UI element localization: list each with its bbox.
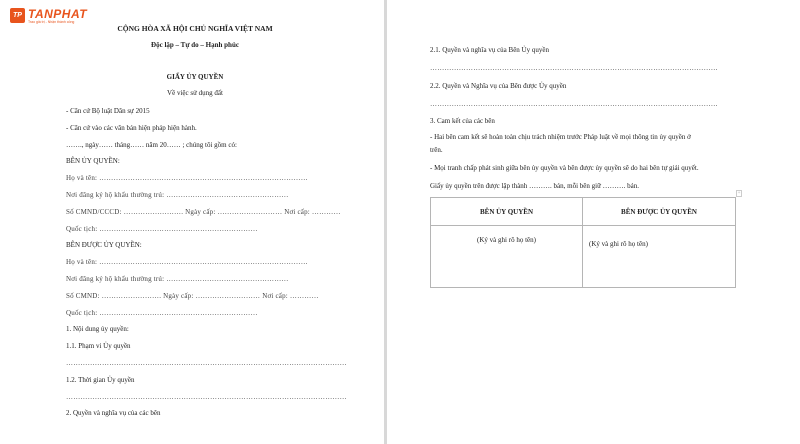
section-2-2-dots: …………………………………………………………………………………………………………	[430, 100, 718, 108]
agent-address-field: Nơi đăng ký hộ khẩu thường trú: ……………………………………………	[66, 275, 289, 283]
document-title: GIẤY ỦY QUYỀN	[166, 73, 224, 81]
sign-left-heading: BÊN ỦY QUYỀN	[431, 198, 583, 226]
date-line: ……., ngày…… tháng…… năm 20…… ; chúng tôi gồm có:	[66, 141, 237, 149]
legal-basis-1: - Căn cứ Bộ luật Dân sự 2015	[66, 107, 150, 115]
section-1-1-heading: 1.1. Phạm vi Ủy quyền	[66, 342, 131, 350]
commitment-1-line-2: trên.	[430, 146, 443, 154]
document-subtitle: Về việc sử dụng đất	[167, 89, 223, 97]
section-1-2-dots: ………………………………………………………………………………………………………	[66, 393, 347, 401]
logo-mark-icon: TP	[10, 8, 25, 23]
agent-nationality-field: Quốc tịch: …………………………………………………………	[66, 309, 258, 317]
logo-name: TANPHAT	[28, 7, 88, 21]
section-2-2-heading: 2.2. Quyền và Nghĩa vụ của Bên được Ủy quyền	[430, 82, 567, 90]
copies-line: Giấy ủy quyền trên được lập thành ………. bản, mỗi bên giữ ………. bản.	[430, 182, 640, 190]
country-name: CỘNG HÒA XÃ HỘI CHỦ NGHĨA VIỆT NAM	[117, 24, 273, 33]
section-3-heading: 3. Cam kết của các bên	[430, 117, 495, 125]
agent-name-field: Họ và tên: ……………………………………………………………………………	[66, 258, 308, 266]
principal-name-field: Họ và tên: ……………………………………………………………………………	[66, 174, 308, 182]
table-anchor-icon: +	[737, 191, 741, 196]
signature-table	[430, 197, 736, 288]
sign-left-note: (Ký và ghi rõ họ tên)	[431, 226, 583, 288]
sign-right-note: (Ký và ghi rõ họ tên)	[583, 226, 736, 288]
document-page-left	[0, 0, 384, 444]
section-2-1-heading: 2.1. Quyền và nghĩa vụ của Bên Ủy quyền	[430, 46, 549, 54]
principal-id-field: Số CMND/CCCD: ……………………. Ngày cấp: ……………………… Nơi cấp: …………	[66, 208, 341, 216]
commitment-1-line-1: - Hai bên cam kết sẽ hoàn toàn chịu trách nhiệm trước Pháp luật về mọi thông tin ủy quyền ở	[430, 133, 691, 141]
section-1-1-dots: ………………………………………………………………………………………………………	[66, 359, 347, 367]
principal-heading: BÊN ỦY QUYỀN:	[66, 157, 120, 165]
agent-id-field: Số CMND: ……………………. Ngày cấp: ……………………… Nơi cấp: …………	[66, 292, 319, 300]
legal-basis-2: - Căn cứ vào các văn bản hiện pháp hiện hành.	[66, 124, 197, 132]
principal-address-field: Nơi đăng ký hộ khẩu thường trú: ……………………………………………	[66, 191, 289, 199]
national-motto: Độc lập – Tự do – Hạnh phúc	[151, 41, 239, 49]
section-2-heading: 2. Quyền và nghĩa vụ của các bên	[66, 409, 161, 417]
tanphat-logo	[10, 8, 87, 25]
commitment-2: - Mọi tranh chấp phát sinh giữa bên ủy quyền và bên được ủy quyền sẽ do hai bên tự giải quyết.	[430, 164, 699, 172]
sign-right-heading: BÊN ĐƯỢC ỦY QUYỀN	[583, 198, 736, 226]
section-2-1-dots: …………………………………………………………………………………………………………	[430, 64, 718, 72]
section-1-heading: 1. Nội dung ủy quyền:	[66, 325, 129, 333]
principal-nationality-field: Quốc tịch: …………………………………………………………	[66, 225, 258, 233]
agent-heading: BÊN ĐƯỢC ỦY QUYỀN:	[66, 241, 142, 249]
logo-tagline: Trao giá trị - Nhận thành công	[28, 20, 75, 24]
section-1-2-heading: 1.2. Thời gian Ủy quyền	[66, 376, 135, 384]
